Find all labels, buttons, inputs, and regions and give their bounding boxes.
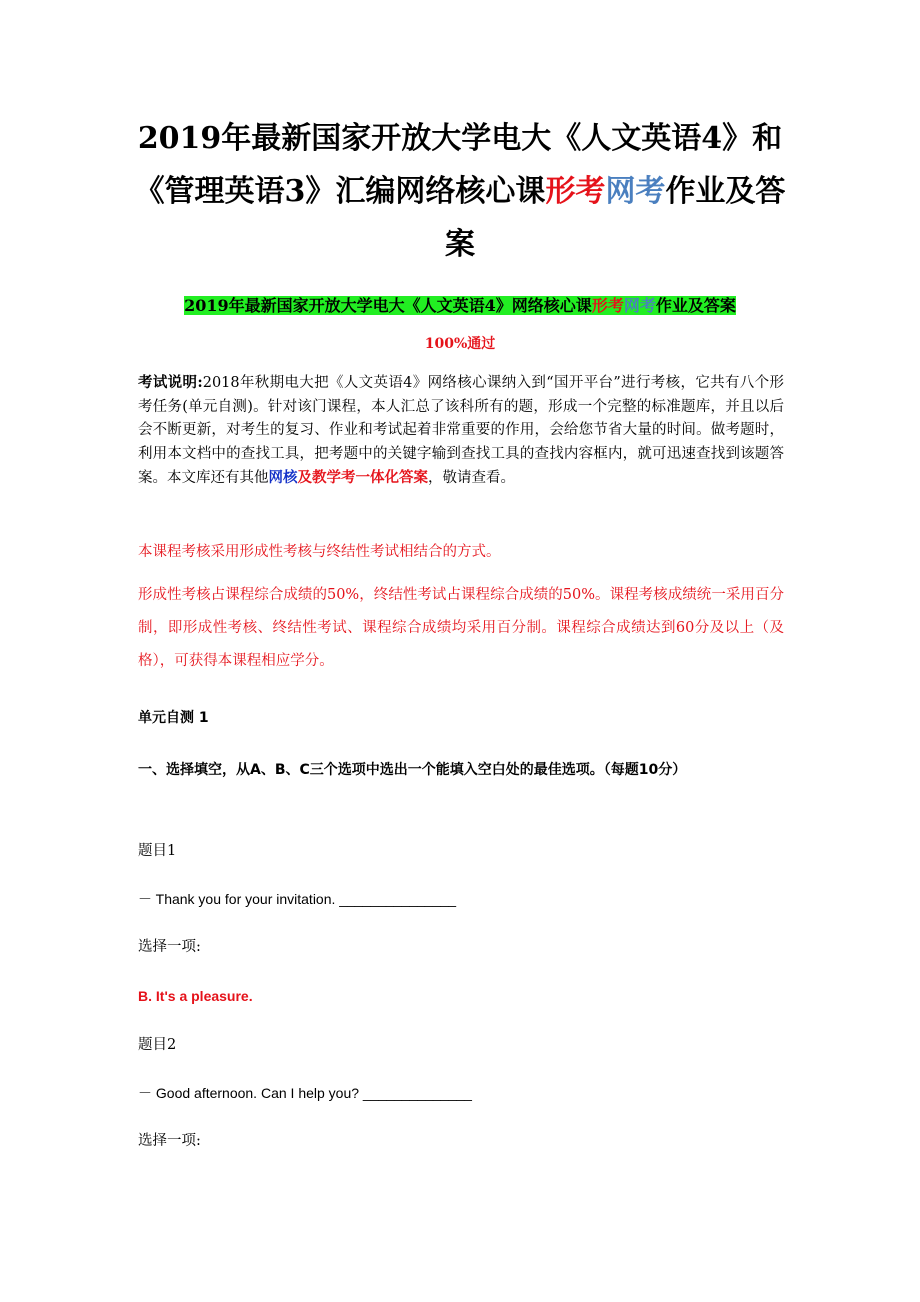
section-heading: 一、选择填空，从A、B、C三个选项中选出一个能填入空白处的最佳选项。（每题10分） — [138, 762, 687, 778]
pass-rate: 100%通过 — [424, 336, 496, 352]
title-red-text: 形考 — [545, 174, 606, 209]
document-title — [120, 112, 800, 271]
exam-description-text: 2018年秋期电大把《人文英语4》网络核心课纳入到“国开平台”进行考核，它共有八个形考任务(单元自测)。针对该门课程，本人汇总了该科所有的题，形成一个完整的标准题库，并且以后会不断更新，对考生的复习、作业和考试起着非常重要的作用，会给您节省大量的时间。做考题时，利用本文档中的查找工具，把考题中的关键字输到查找工具的查找内容框内，就可迅速查找到该题答案。本文库还有其他 — [138, 375, 785, 486]
question-label: 题目2 — [138, 1037, 177, 1053]
and-text: 及 — [297, 469, 312, 486]
subtitle-text: 2019年最新国家开放大学电大《人文英语4》网络核心课 — [184, 296, 592, 315]
subtitle-red-text: 形考 — [591, 296, 624, 315]
question-label: 题目1 — [138, 843, 177, 859]
net-core-link[interactable]: 网核 — [268, 469, 298, 486]
subtitle-blue-text: 网考 — [623, 296, 656, 315]
assessment-method: 本课程考核采用形成性考核与终结性考试相结合的方式。 — [138, 544, 501, 560]
exam-description — [138, 371, 784, 491]
choose-one-label: 选择一项: — [138, 1133, 201, 1149]
unit-title: 单元自测 1 — [138, 710, 209, 726]
exam-description-label: 考试说明: — [138, 374, 203, 391]
subtitle-text-end: 作业及答案 — [655, 296, 736, 315]
integrated-answers-link[interactable]: 教学考一体化答案 — [312, 469, 428, 486]
exam-description-end: ，敬请查看。 — [428, 470, 515, 486]
assessment-detail: 形成性考核占课程综合成绩的50%，终结性考试占课程综合成绩的50%。课程考核成绩统一采用百分制，即形成性考核、终结性考试、课程综合成绩均采用百分制。课程综合成绩达到60分及以上（及格），可获得本课程相应学分。 — [138, 587, 784, 669]
question-text: － Good afternoon. Can I help you? ______________ — [138, 1085, 472, 1101]
choose-one-label: 选择一项: — [138, 939, 201, 955]
title-text: 2019年最新国家开放大学电大《人文英语4》和《管理英语3》汇编网络核心课 — [134, 121, 783, 209]
question-text: － Thank you for your invitation. _______________ — [138, 891, 457, 907]
title-text-end: 作业及答案 — [445, 174, 786, 262]
answer-text: B. It's a pleasure. — [138, 988, 253, 1004]
highlighted-subtitle — [137, 294, 783, 318]
title-blue-text: 网考 — [605, 174, 666, 209]
